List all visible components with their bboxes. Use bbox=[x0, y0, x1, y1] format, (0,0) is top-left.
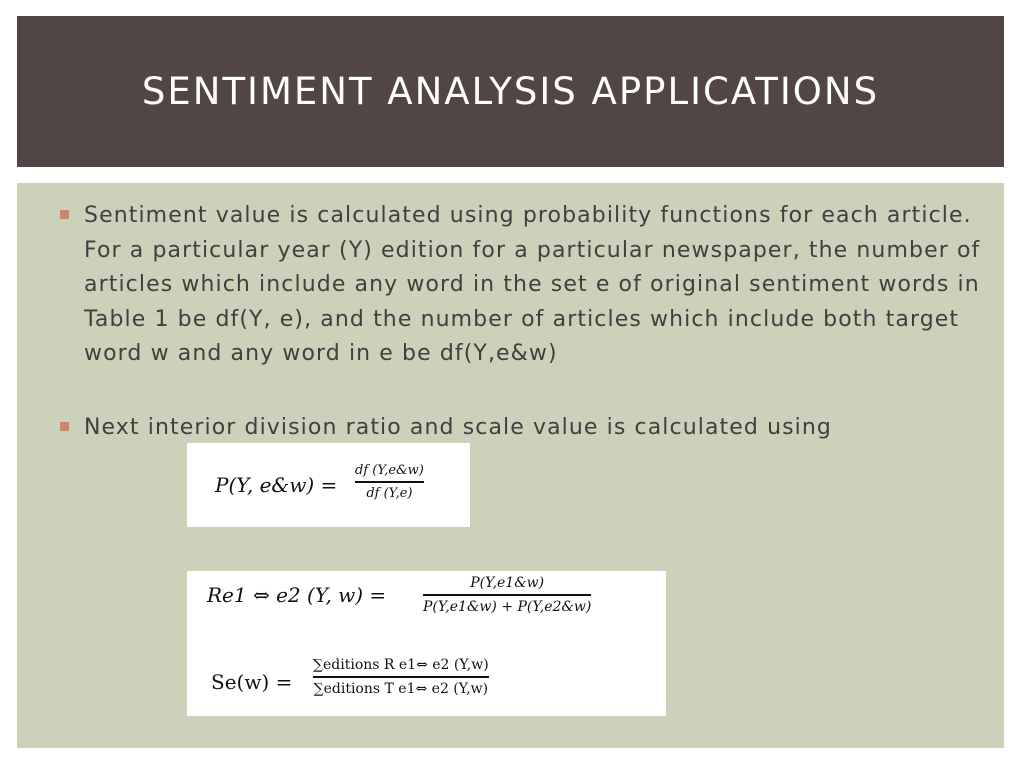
formula-scale-numerator: ∑editions R e1⇔ e2 (Y,w) bbox=[313, 657, 489, 673]
formula-scale-lhs: Se(w) = bbox=[211, 670, 293, 694]
formula-scale-denominator: ∑editions T e1⇔ e2 (Y,w) bbox=[313, 680, 489, 697]
fraction-bar bbox=[423, 594, 591, 596]
formula-probability-denominator: df (Y,e) bbox=[366, 485, 413, 501]
formula-ratio-numerator: P(Y,e1&w) bbox=[470, 575, 545, 591]
formula-ratio-fraction bbox=[423, 575, 591, 615]
bullet-marker-icon bbox=[60, 210, 69, 219]
formula-probability-lhs: P(Y, e&w) = bbox=[215, 473, 338, 497]
formula-scale-fraction bbox=[313, 657, 489, 697]
formula-probability-numerator: df (Y,e&w) bbox=[355, 463, 424, 478]
formula-ratio-lhs: Re1 ⇔ e2 (Y, w) = bbox=[207, 583, 387, 607]
formula-probability-fraction bbox=[355, 463, 424, 501]
formula-probability bbox=[187, 443, 470, 527]
title-bar bbox=[17, 16, 1004, 167]
fraction-bar bbox=[355, 481, 424, 483]
formula-ratio-denominator: P(Y,e1&w) + P(Y,e2&w) bbox=[423, 598, 592, 615]
bullet-text-1: Sentiment value is calculated using probability functions for each article. For a particular year (Y) edition for a particular newspaper, the number of articles which include any word in the set e of original sentiment words in Table 1 be df(Y, e), and the number of articles which include both target word w and any word in e be df(Y,e&w) bbox=[84, 203, 981, 366]
formula-ratio-and-scale bbox=[187, 571, 666, 716]
bullet-text-2: Next interior division ratio and scale value is calculated using bbox=[84, 415, 832, 440]
content-panel bbox=[17, 183, 1004, 748]
bullet-marker-icon bbox=[60, 422, 69, 431]
fraction-bar bbox=[313, 676, 489, 678]
slide-title: SENTIMENT ANALYSIS APPLICATIONS bbox=[141, 70, 880, 113]
